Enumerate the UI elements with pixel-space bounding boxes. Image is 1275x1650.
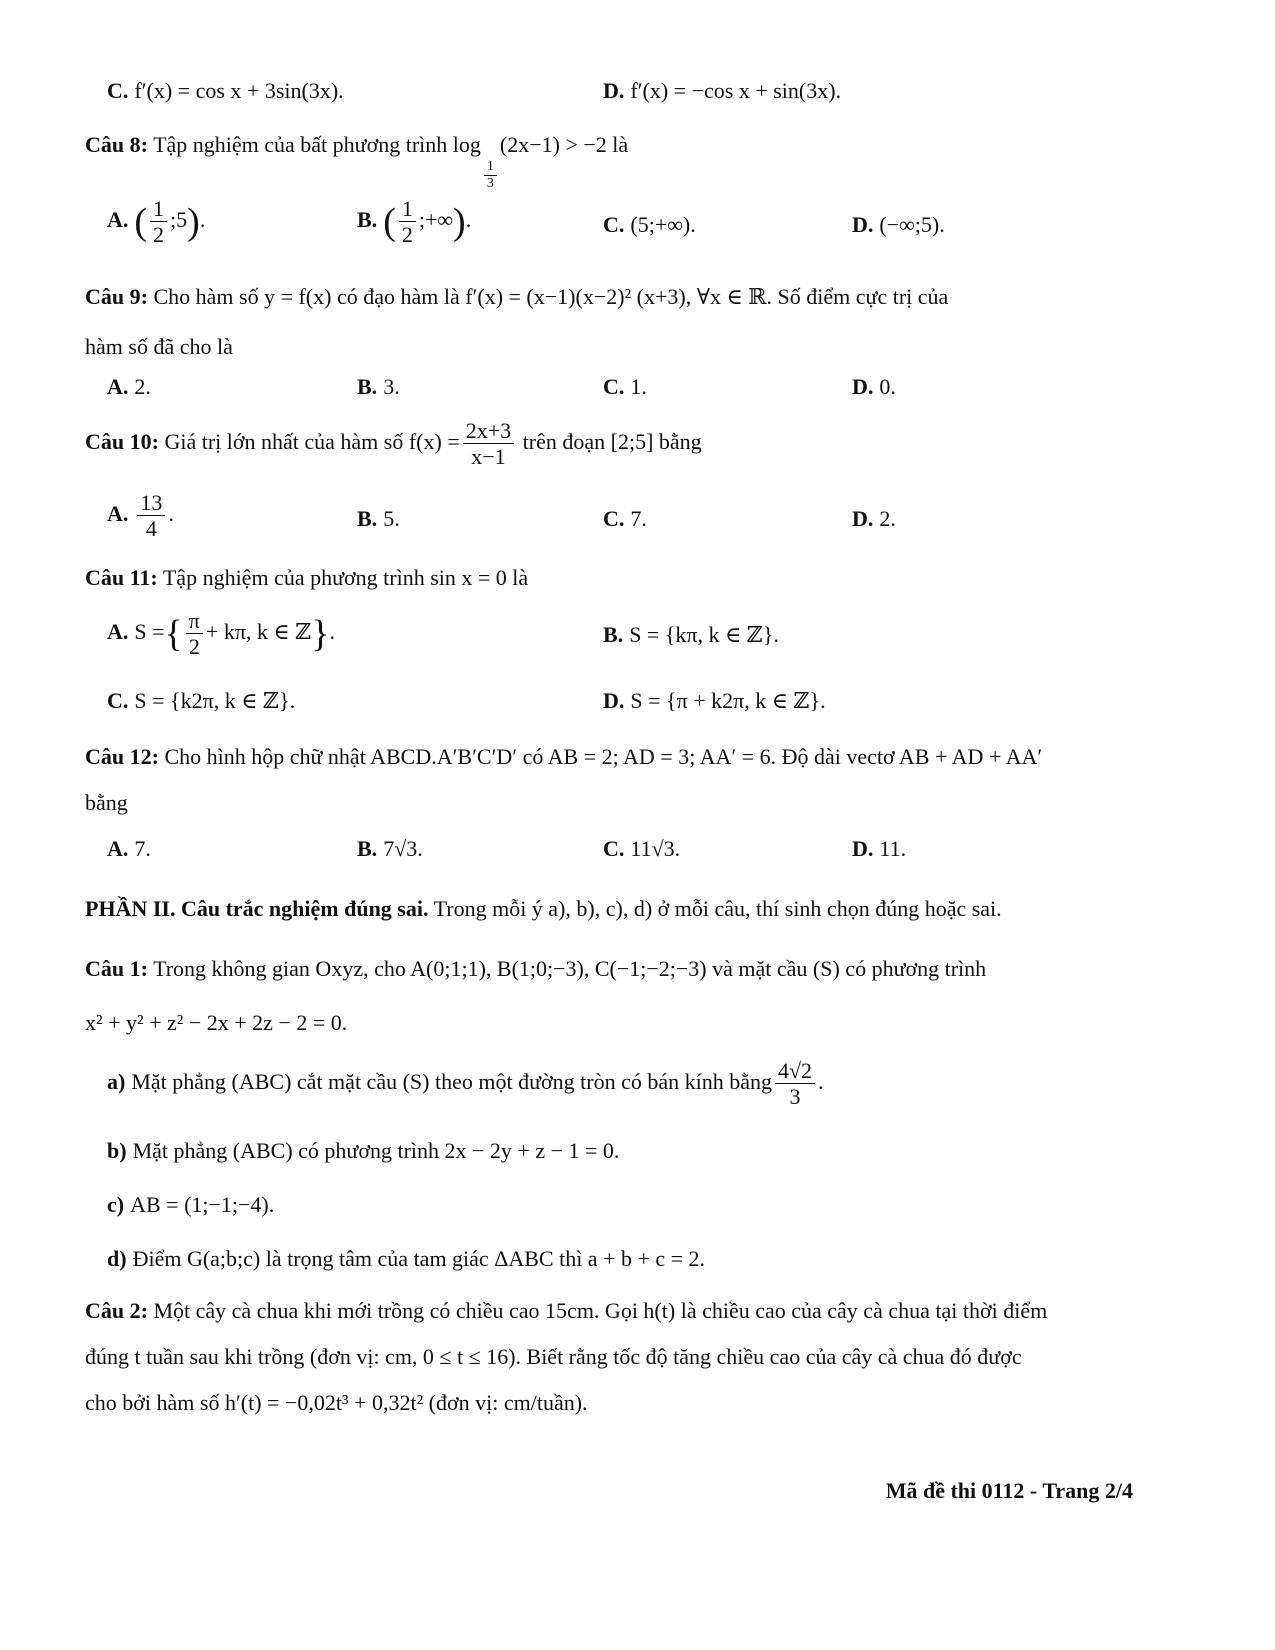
p2q1-item-d: d) Điểm G(a;b;c) là trọng tâm của tam giác ΔABC thì a + b + c = 2. [107,1246,706,1271]
q11-option-c: C. S = {k2π, k ∈ ℤ}. [107,688,296,713]
q10-stem: Câu 10: Giá trị lớn nhất của hàm số f(x) = $\frac{2x+3}{x-1}$ trên đoạn [2;5] bằng [85,418,702,470]
q8-option-a: A. ( $\frac{1}{2}$ ;5). [107,196,206,248]
p2q1-stem-line2: x² + y² + z² − 2x + 2z − 2 = 0. [85,1010,348,1035]
q7-option-c: C. f′(x) = cos x + 3sin(3x). [107,78,344,103]
q12-stem-line2: bằng [85,790,128,815]
q12-option-a: A. 7. [107,836,151,861]
q8-stem: Câu 8: Tập nghiệm của bất phương trình log $\frac{1}{3}$ (2x−1) > −2 là [85,132,629,192]
q10-option-d: D. 2. [852,506,896,531]
q7-option-d: D. f′(x) = −cos x + sin(3x). [603,78,842,103]
p2q2-line3: cho bởi hàm số h′(t) = −0,02t³ + 0,32t² (đơn vị: cm/tuần). [85,1390,588,1415]
q11-option-a: A. S ={ $\frac{\pi}{2}$ + kπ, k ∈ ℤ}. [107,608,336,660]
q9-option-a: A. 2. [107,374,151,399]
q11-stem: Câu 11: Tập nghiệm của phương trình sin x = 0 là [85,565,529,590]
q9-stem-line2: hàm số đã cho là [85,334,233,359]
q12-option-b: B. 7√3. [357,836,423,861]
part2-heading: PHẦN II. Câu trắc nghiệm đúng sai. Trong mỗi ý a), b), c), d) ở mỗi câu, thí sinh chọn đúng hoặc sai. [85,896,1002,921]
p2q1-stem-line1: Câu 1: Trong không gian Oxyz, cho A(0;1;1), B(1;0;−3), C(−1;−2;−3) và mặt cầu (S) có phương trình [85,956,987,981]
q11-option-b: B. S = {kπ, k ∈ ℤ}. [603,622,779,647]
q8-option-d: D. (−∞;5). [852,212,945,237]
q10-option-a: A. $\frac{13}{4}$ . [107,490,174,542]
q8-option-b: B. ( $\frac{1}{2}$ ;+∞). [357,196,472,248]
q9-stem-line1: Câu 9: Cho hàm số y = f(x) có đạo hàm là f′(x) = (x−1)(x−2)² (x+3), ∀x ∈ ℝ. Số điểm cực trị của [85,284,949,309]
q10-option-c: C. 7. [603,506,647,531]
p2q2-line1: Câu 2: Một cây cà chua khi mới trồng có chiều cao 15cm. Gọi h(t) là chiều cao của cây cà chua tại thời điểm [85,1298,1048,1323]
q12-option-c: C. 11√3. [603,836,681,861]
p2q2-line2: đúng t tuần sau khi trồng (đơn vị: cm, 0 ≤ t ≤ 16). Biết rằng tốc độ tăng chiều cao của cây cà chua đó được [85,1344,1022,1369]
q11-option-d: D. S = {π + k2π, k ∈ ℤ}. [603,688,826,713]
q12-option-d: D. 11. [852,836,907,861]
q9-option-d: D. 0. [852,374,896,399]
q12-stem-line1: Câu 12: Cho hình hộp chữ nhật ABCD.A′B′C′D′ có AB = 2; AD = 3; AA′ = 6. Độ dài vectơ AB + AD + AA′ [85,744,1043,769]
q8-option-c: C. (5;+∞). [603,212,696,237]
q10-option-b: B. 5. [357,506,400,531]
q9-option-c: C. 1. [603,374,647,399]
p2q1-item-a: a) Mặt phẳng (ABC) cắt mặt cầu (S) theo một đường tròn có bán kính bằng $\frac{4√2}{3}$ . [107,1058,824,1110]
q9-option-b: B. 3. [357,374,400,399]
q8-log-base: $\frac{1}{3}$ [484,159,497,192]
p2q1-item-b: b) Mặt phẳng (ABC) có phương trình 2x − 2y + z − 1 = 0. [107,1138,620,1163]
p2q1-item-c: c) AB = (1;−1;−4). [107,1192,275,1217]
page-footer: Mã đề thi 0112 - Trang 2/4 [885,1478,1133,1503]
